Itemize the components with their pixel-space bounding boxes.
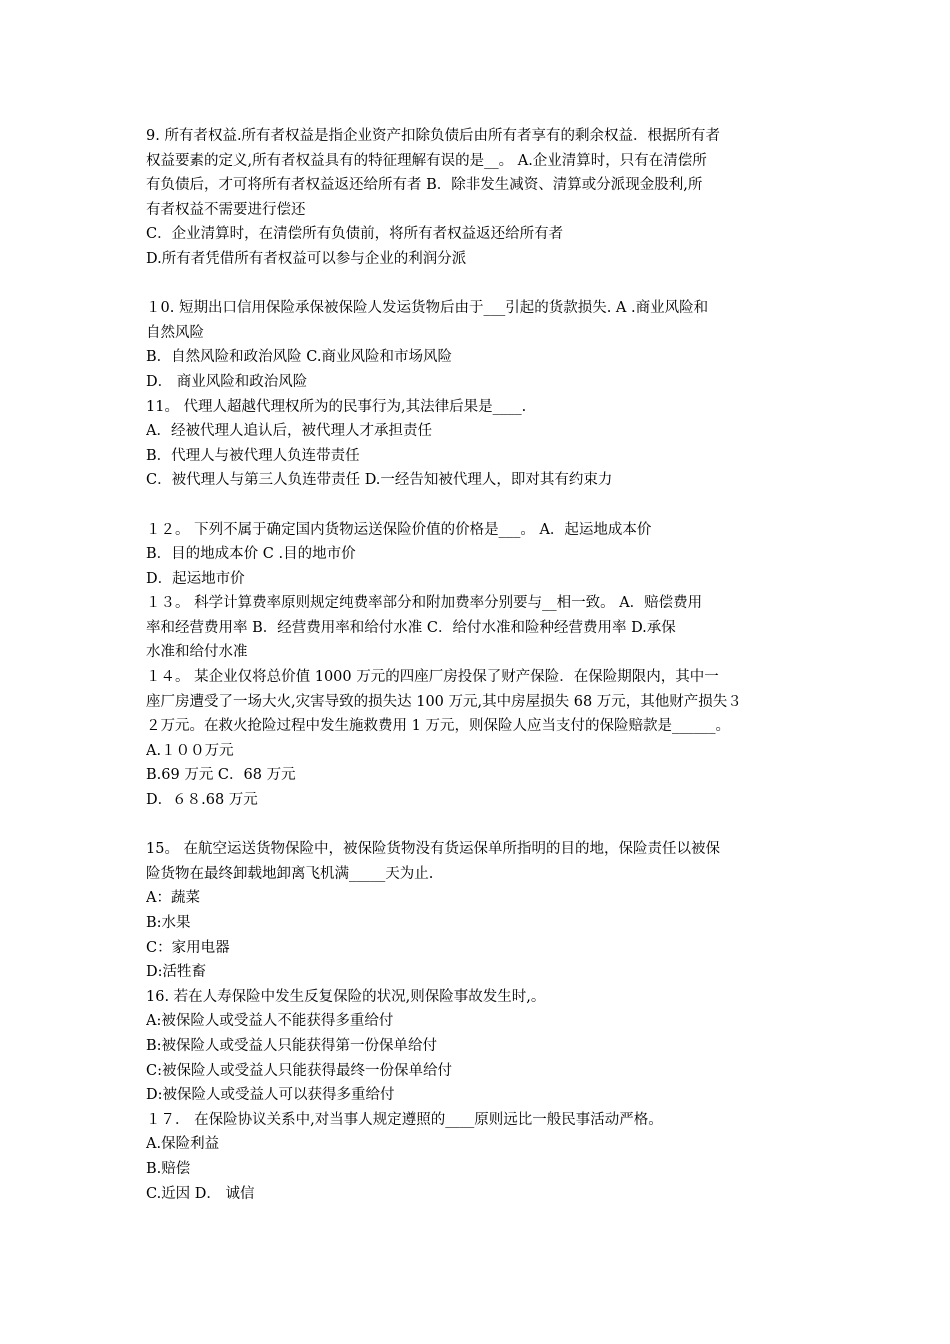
text-line: 水准和给付水准 <box>146 644 248 661</box>
text-line: 自然风险 <box>146 324 204 341</box>
text-line: B．代理人与被代理人负连带责任 <box>146 447 360 464</box>
text-line: A.保险利益 <box>146 1136 220 1153</box>
text-line: 16. 若在人寿保险中发生反复保险的状况,则保险事故发生时,。 <box>146 988 546 1005</box>
text-line: １0. 短期出口信用保险承保被保险人发运货物后由于___引起的货款损失. A .商业风险和 <box>146 300 709 317</box>
text-line: １７． 在保险协议关系中,对当事人规定遵照的____原则远比一般民事活动严格。 <box>146 1111 663 1128</box>
blank-line <box>146 272 810 297</box>
text-line: C：家用电器 <box>146 939 230 956</box>
text-line: １２。 下列不属于确定国内货物运送保险价值的价格是___。 A．起运地成本价 <box>146 521 652 538</box>
text-line: B．自然风险和政治风险 C.商业风险和市场风险 <box>146 349 452 366</box>
text-line: １３。 科学计算费率原则规定纯费率部分和附加费率分别要与__相一致。 A．赔偿费用 <box>146 595 703 612</box>
text-line: A．经被代理人追认后，被代理人才承担责任 <box>146 423 432 440</box>
text-line: B．目的地成本价 C .目的地市价 <box>146 546 356 563</box>
text-line: B:水果 <box>146 915 191 931</box>
text-line: A.１００万元 <box>146 742 234 759</box>
text-line: １４。 某企业仅将总价值 1000 万元的四座厂房投保了财产保险．在保险期限内，其中一 <box>146 669 719 686</box>
text-line: C．企业清算时，在清偿所有负债前，将所有者权益返还给所有者 <box>146 226 564 243</box>
text-line: C．被代理人与第三人负连带责任 D.一经告知被代理人，即对其有约束力 <box>146 472 613 489</box>
text-line: C.近因 D． 诚信 <box>146 1185 255 1202</box>
blank-line <box>146 493 810 518</box>
text-line: C:被保险人或受益人只能获得最终一份保单给付 <box>146 1062 452 1079</box>
text-line: D． 商业风险和政治风险 <box>146 373 308 390</box>
text-line: D．６８.68 万元 <box>146 792 258 809</box>
text-line: D:被保险人或受益人可以获得多重给付 <box>146 1087 395 1104</box>
text-line: A:被保险人或受益人不能获得多重给付 <box>146 1013 394 1030</box>
text-line: B.赔偿 <box>146 1160 191 1177</box>
document-page <box>146 124 810 1206</box>
text-line: D:活牲畜 <box>146 964 207 981</box>
text-line: 率和经营费用率 B．经营费用率和给付水准 C．给付水准和险种经营费用率 D.承保 <box>146 619 676 636</box>
text-line: 9. 所有者权益.所有者权益是指企业资产扣除负债后由所有者享有的剩余权益．根据所有者 <box>146 128 721 144</box>
text-line: 11。 代理人超越代理权所为的民事行为,其法律后果是____. <box>146 398 527 415</box>
text-line: A：蔬菜 <box>146 890 200 907</box>
text-line: D.所有者凭借所有者权益可以参与企业的利润分派 <box>146 250 467 267</box>
blank-line <box>146 813 810 838</box>
text-line: B:被保险人或受益人只能获得第一份保单给付 <box>146 1037 438 1054</box>
text-line: 座厂房遭受了一场大火,灾害导致的损失达 100 万元,其中房屋损失 68 万元，其他财产损失３ <box>146 693 742 710</box>
text-line: 有者权益不需要进行偿还 <box>146 201 306 218</box>
text-line: 15。 在航空运送货物保险中，被保险货物没有货运保单所指明的目的地，保险责任以被保 <box>146 841 721 858</box>
text-line: 有负债后，才可将所有者权益返还给所有者 B．除非发生减资、清算或分派现金股利,所 <box>146 177 703 194</box>
text-line: D．起运地市价 <box>146 570 245 587</box>
text-line: 险货物在最终卸载地卸离飞机满_____天为止. <box>146 865 434 882</box>
text-line: ２万元。在救火抢险过程中发生施救费用 1 万元，则保险人应当支付的保险赔款是______。 <box>146 718 730 735</box>
text-line: 权益要素的定义,所有者权益具有的特征理解有误的是__。 A.企业清算时，只有在清偿所 <box>146 152 707 169</box>
text-line: B.69 万元 C．68 万元 <box>146 767 296 784</box>
